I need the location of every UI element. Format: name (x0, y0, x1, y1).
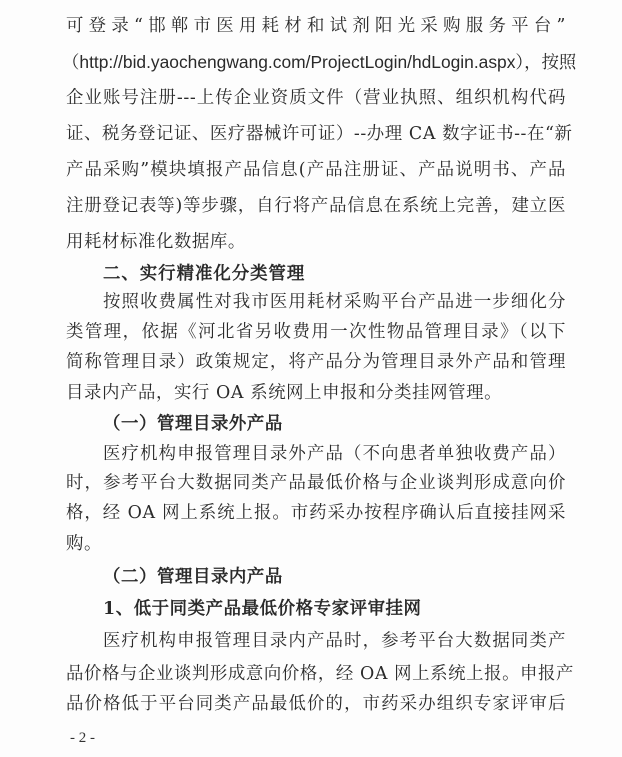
body-line-17: 购。 (66, 534, 102, 554)
body-line-6: 注册登记表等)等步骤，自行将产品信息在系统上完善，建立医 (66, 196, 566, 216)
body-line-9: 按照收费属性对我市医用耗材采购平台产品进一步细化分 (103, 292, 566, 312)
body-line-15: 时，参考平台大数据同类产品最低价格与企业谈判形成意向价 (66, 473, 566, 493)
body-line-7: 用耗材标准化数据库。 (66, 232, 246, 252)
body-line-22: 品价格低于平台同类产品最低价的，市药采办组织专家评审后 (66, 694, 566, 714)
subsection-heading-1: （一）管理目录外产品 (103, 414, 283, 434)
body-line-10: 类管理，依据《河北省另收费用一次性物品管理目录》（以下 (66, 322, 566, 342)
body-line-2-url: （http://bid.yaochengwang.com/ProjectLogin/hdLogin.aspx），按照 (62, 52, 577, 72)
body-line-4: 证、税务登记证、医疗器械许可证）--办理 CA 数字证书--在“新 (66, 124, 573, 144)
body-line-12: 目录内产品，实行 OA 系统网上申报和分类挂网管理。 (66, 383, 503, 403)
body-line-14: 医疗机构申报管理目录外产品（不向患者单独收费产品） (103, 444, 566, 464)
body-line-5: 产品采购”模块填报产品信息(产品注册证、产品说明书、产品 (66, 160, 566, 180)
body-line-16: 格，经 OA 网上系统上报。市药采办按程序确认后直接挂网采 (66, 503, 566, 523)
body-line-1: 可登录“邯郸市医用耗材和试剂阳光采购服务平台” (66, 16, 566, 36)
body-line-20: 医疗机构申报管理目录内产品时，参考平台大数据同类产 (103, 631, 566, 651)
section-heading-2: 二、实行精准化分类管理 (103, 264, 306, 284)
body-line-11: 简称管理目录）政策规定，将产品分为管理目录外产品和管理 (66, 352, 566, 372)
item-heading-1: 1、低于同类产品最低价格专家评审挂网 (103, 599, 422, 619)
subsection-heading-2: （二）管理目录内产品 (103, 567, 283, 587)
page-number: - 2 - (70, 730, 95, 746)
body-line-21: 品价格与企业谈判形成意向价格，经 OA 网上系统上报。申报产 (66, 664, 575, 684)
body-line-3: 企业账号注册---上传企业资质文件（营业执照、组织机构代码 (66, 88, 566, 108)
